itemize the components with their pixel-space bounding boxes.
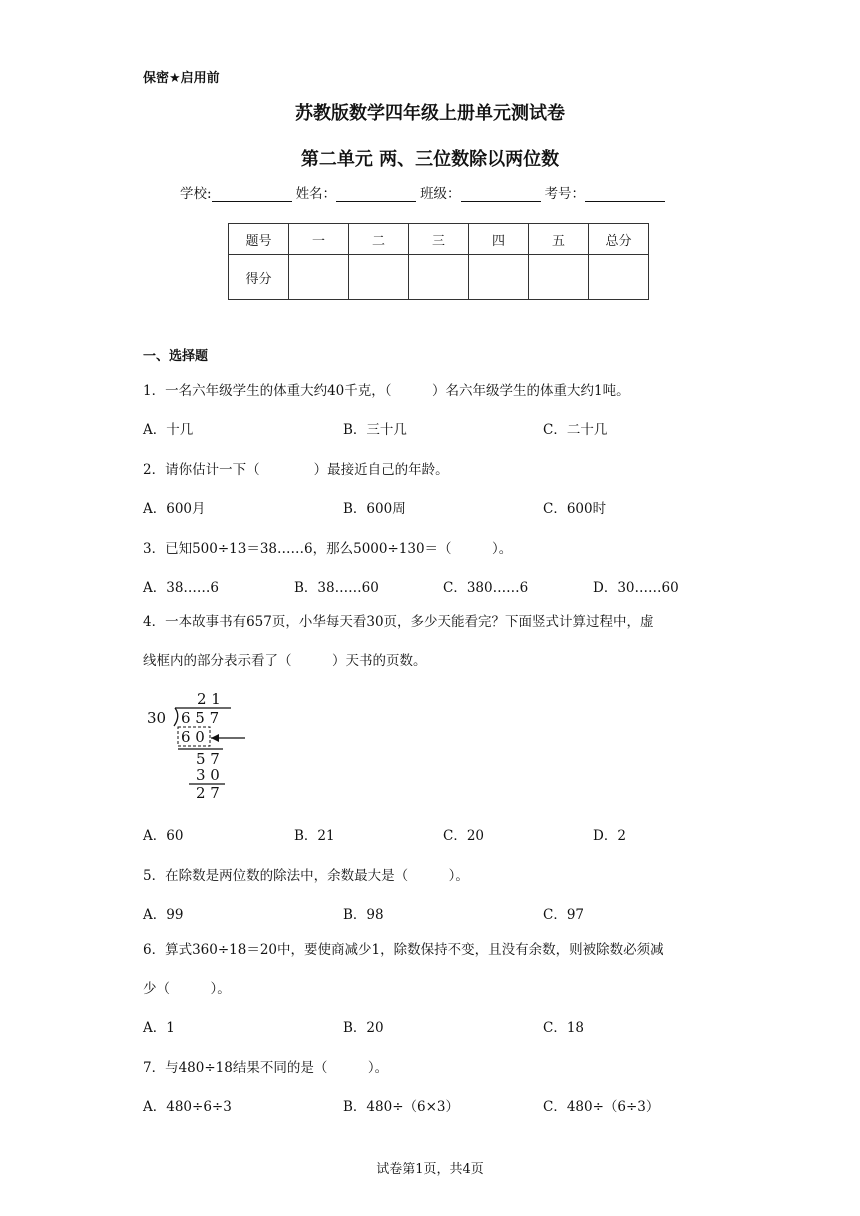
score-cell[interactable] — [409, 255, 469, 300]
divisor-digits: 30 — [147, 709, 167, 727]
question-4-text-line2: 线框内的部分表示看了（ ）天书的页数。 — [143, 653, 427, 669]
question-4-option-d[interactable]: D．2 — [593, 828, 626, 844]
question-1-text: 1．一名六年级学生的体重大约40千克，（ ）名六年级学生的体重大约1吨。 — [143, 383, 630, 399]
score-col-5: 五 — [529, 224, 589, 255]
question-2-option-a[interactable]: A．600月 — [143, 501, 206, 517]
question-2-option-b[interactable]: B．600周 — [343, 501, 406, 517]
question-4-option-c[interactable]: C．20 — [443, 828, 485, 844]
quotient-digits: 2 1 — [197, 690, 221, 708]
question-1-option-a[interactable]: A．十几 — [143, 422, 194, 438]
score-row-label: 得分 — [229, 255, 289, 300]
score-table-score-row — [229, 255, 649, 300]
exam-title: 苏教版数学四年级上册单元测试卷 — [295, 103, 565, 124]
question-7-option-b[interactable]: B．480÷（6×3） — [343, 1099, 459, 1115]
score-cell[interactable] — [349, 255, 409, 300]
question-1-option-b[interactable]: B．三十几 — [343, 422, 407, 438]
score-header-label: 题号 — [229, 224, 289, 255]
dividend-digits: 6 5 7 — [181, 709, 220, 727]
question-6-text-line2: 少（ ）。 — [143, 981, 231, 997]
name-blank[interactable] — [336, 187, 416, 202]
question-5-option-c[interactable]: C．97 — [543, 907, 585, 923]
class-blank[interactable] — [461, 187, 541, 202]
question-3-option-b[interactable]: B．38……60 — [294, 580, 379, 596]
question-7-option-a[interactable]: A．480÷6÷3 — [143, 1099, 232, 1115]
score-col-1: 一 — [289, 224, 349, 255]
long-division-figure — [143, 688, 253, 803]
remainder2-digits: 2 7 — [196, 784, 220, 802]
question-3-option-c[interactable]: C．380……6 — [443, 580, 529, 596]
score-col-3: 三 — [409, 224, 469, 255]
exam-no-label: 考号： — [544, 186, 586, 202]
question-5-text: 5．在除数是两位数的除法中，余数最大是（ ）。 — [143, 868, 469, 884]
school-label: 学校: — [180, 186, 212, 202]
score-cell[interactable] — [589, 255, 649, 300]
score-table-header-row — [229, 224, 649, 255]
question-3-text: 3．已知500÷13＝38……6，那么5000÷130＝（ ）。 — [143, 541, 513, 557]
question-2-option-c[interactable]: C．600时 — [543, 501, 607, 517]
score-cell[interactable] — [469, 255, 529, 300]
score-table — [228, 223, 649, 300]
question-5-option-b[interactable]: B．98 — [343, 907, 384, 923]
question-2-text: 2．请你估计一下（ ）最接近自己的年龄。 — [143, 462, 449, 478]
page-footer: 试卷第1页，共4页 — [376, 1162, 484, 1177]
score-cell[interactable] — [289, 255, 349, 300]
score-cell[interactable] — [529, 255, 589, 300]
student-info-line — [180, 182, 669, 202]
exam-subtitle: 第二单元 两、三位数除以两位数 — [300, 149, 560, 170]
question-6-option-c[interactable]: C．18 — [543, 1020, 585, 1036]
question-4-option-b[interactable]: B．21 — [294, 828, 335, 844]
arrow-head-icon — [211, 734, 219, 742]
question-7-text: 7．与480÷18结果不同的是（ ）。 — [143, 1060, 389, 1076]
class-label: 班级： — [420, 186, 461, 202]
question-7-option-c[interactable]: C．480÷（6÷3） — [543, 1099, 660, 1115]
question-3-option-d[interactable]: D．30……60 — [593, 580, 679, 596]
step1-digits: 6 0 — [181, 728, 205, 746]
score-col-4: 四 — [469, 224, 529, 255]
question-4-text-line1: 4．一本故事书有657页，小华每天看30页，多少天能看完？下面竖式计算过程中，虚 — [143, 614, 654, 630]
question-6-text-line1: 6．算式360÷18＝20中，要使商减少1，除数保持不变，且没有余数，则被除数必须减 — [143, 942, 664, 958]
question-5-option-a[interactable]: A．99 — [143, 907, 184, 923]
question-1-option-c[interactable]: C．二十几 — [543, 422, 608, 438]
question-6-option-b[interactable]: B．20 — [343, 1020, 384, 1036]
name-label: 姓名： — [295, 186, 337, 202]
remainder1-digits: 5 7 — [196, 750, 220, 768]
score-col-2: 二 — [349, 224, 409, 255]
question-4-option-a[interactable]: A．60 — [143, 828, 184, 844]
question-3-option-a[interactable]: A．38……6 — [143, 580, 220, 596]
question-6-option-a[interactable]: A．1 — [143, 1020, 175, 1036]
school-blank[interactable] — [212, 187, 292, 202]
confidential-label: 保密★启用前 — [143, 71, 220, 86]
exam-no-blank[interactable] — [585, 187, 665, 202]
section-title: 一、选择题 — [143, 349, 209, 364]
score-col-total: 总分 — [589, 224, 649, 255]
step2-digits: 3 0 — [196, 766, 220, 784]
